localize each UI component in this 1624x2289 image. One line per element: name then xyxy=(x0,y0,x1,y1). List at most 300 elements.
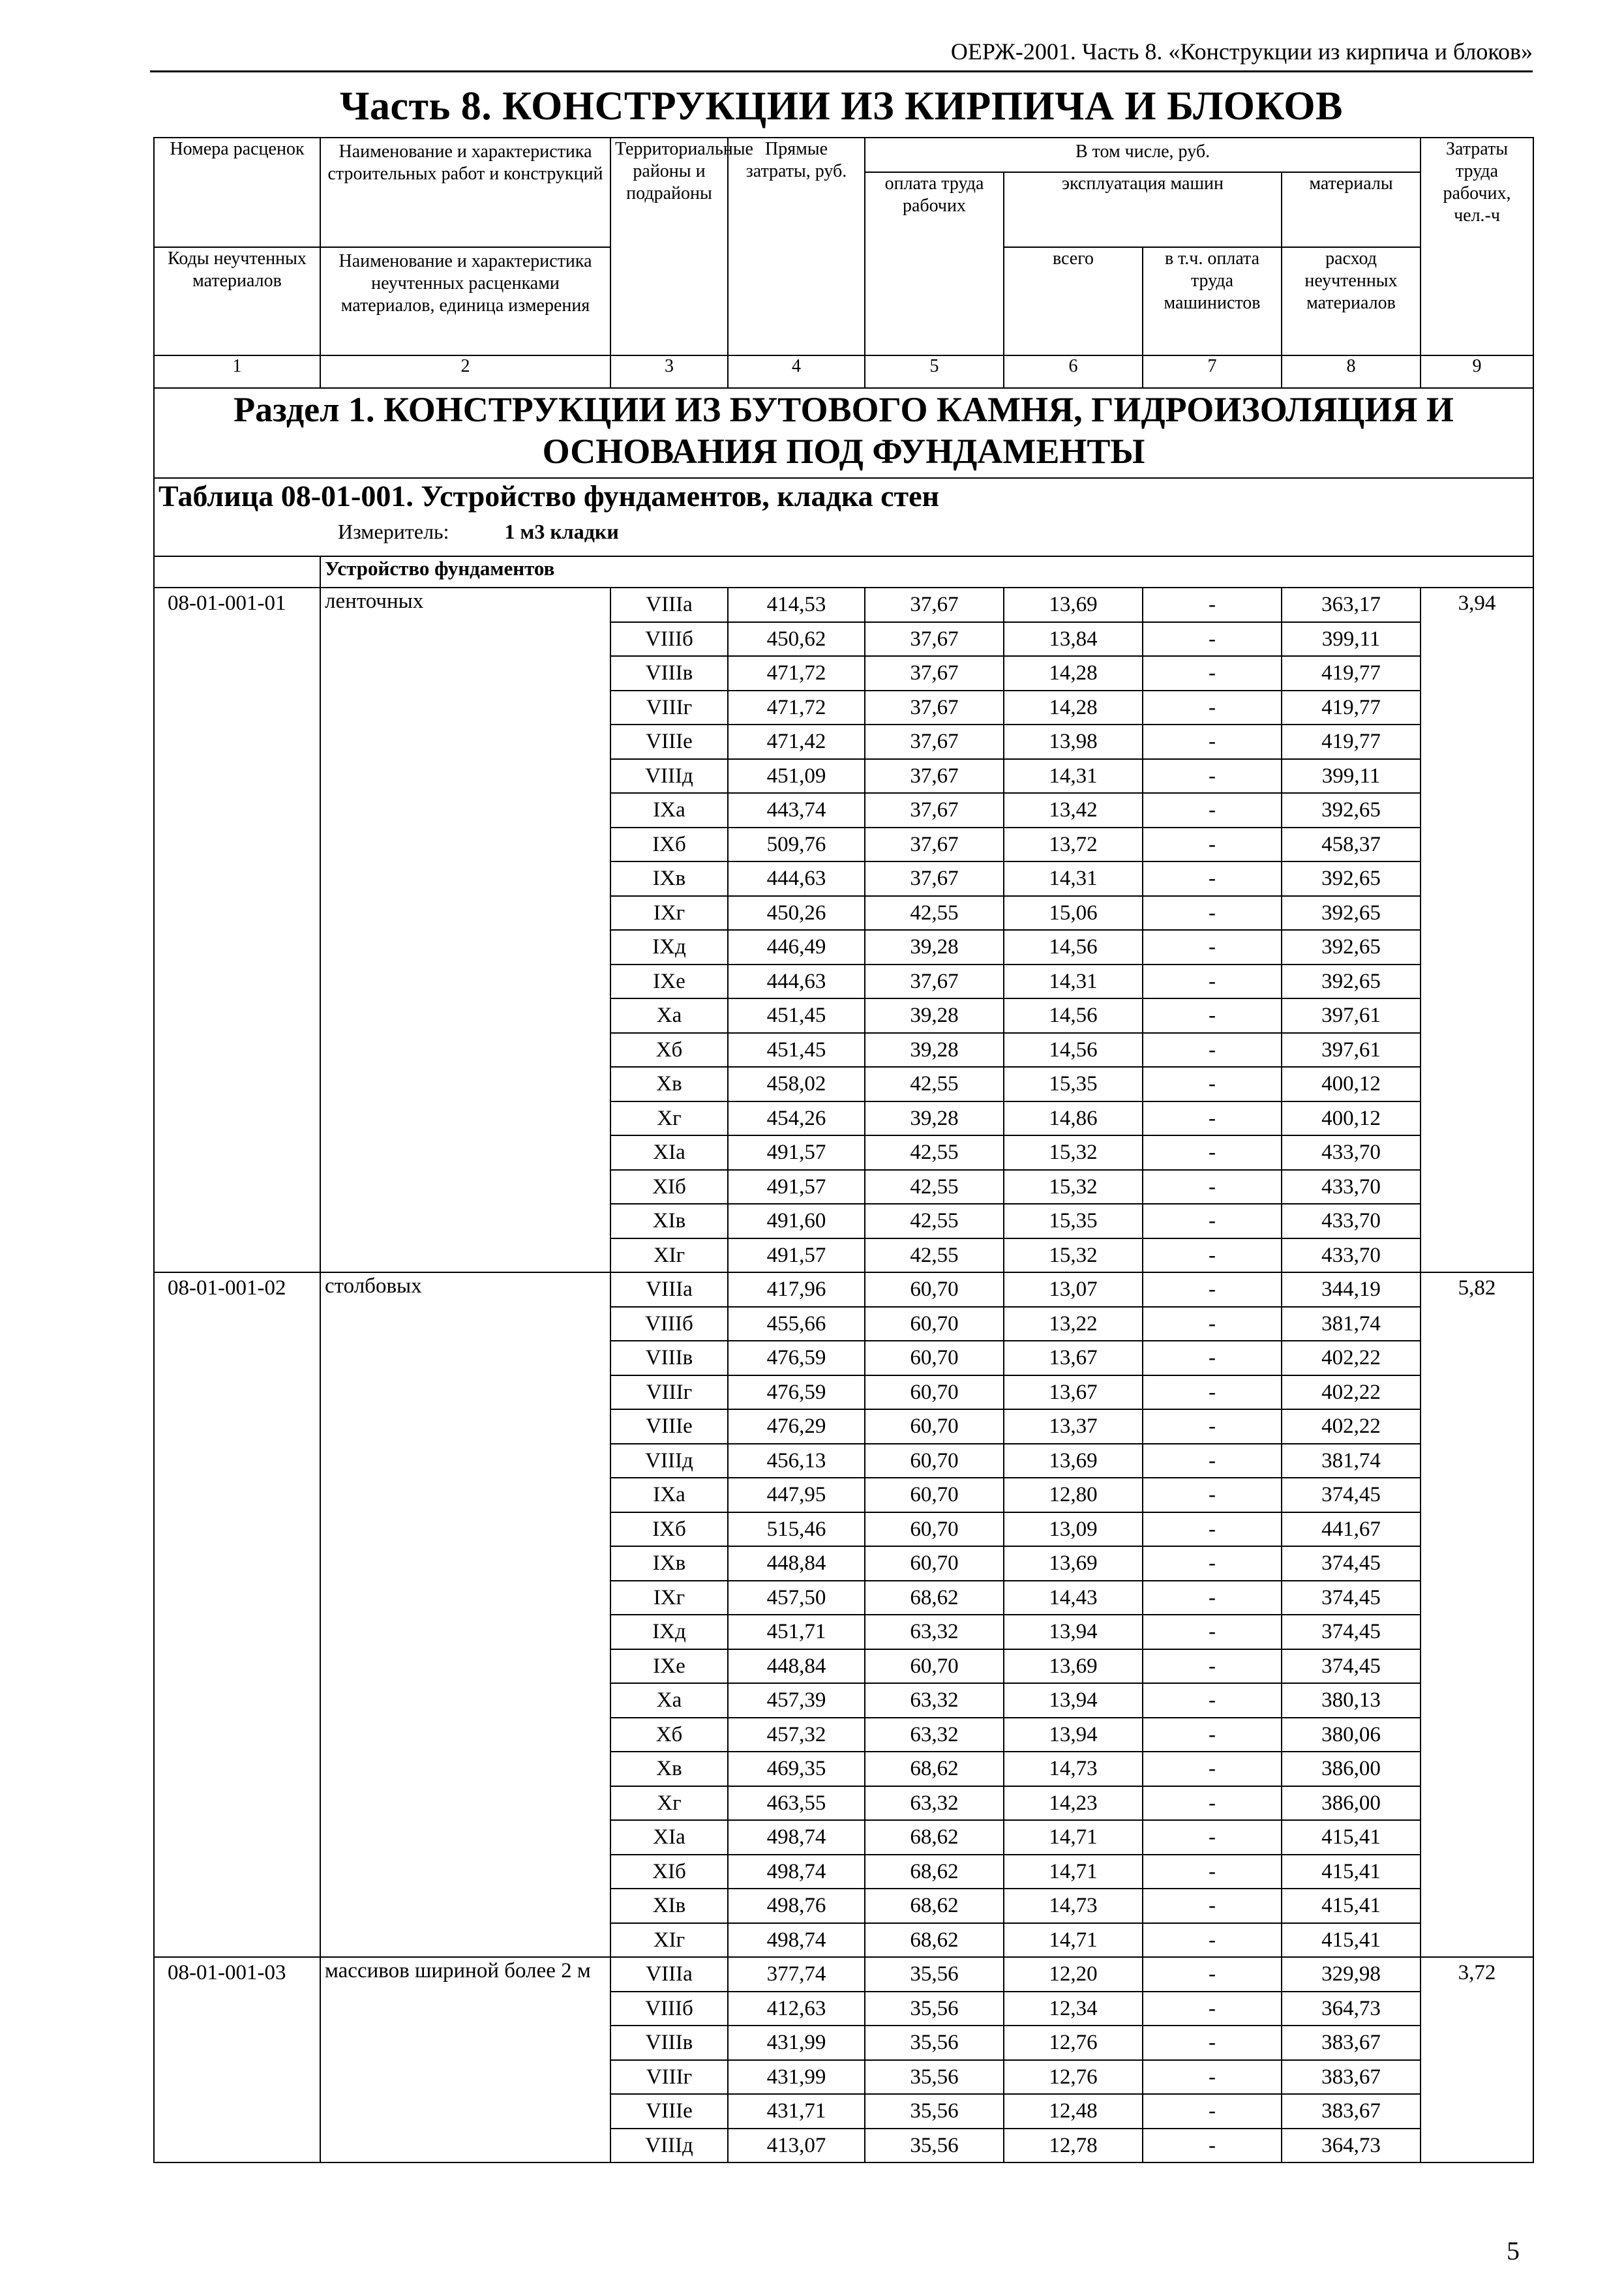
header-rate-numbers: Номера расценок xyxy=(154,138,320,247)
machinist-pay-cell: - xyxy=(1143,1718,1282,1752)
direct-costs-cell: 458,02 xyxy=(728,1067,865,1101)
machinist-pay-cell: - xyxy=(1143,1238,1282,1273)
materials-cell: 383,67 xyxy=(1282,2026,1421,2060)
worker-pay-cell: 60,70 xyxy=(865,1375,1004,1410)
worker-pay-cell: 35,56 xyxy=(865,2026,1004,2060)
direct-costs-cell: 448,84 xyxy=(728,1546,865,1581)
territory-cell: XIб xyxy=(610,1170,728,1204)
page-number: 5 xyxy=(1507,2236,1520,2266)
direct-costs-cell: 509,76 xyxy=(728,828,865,862)
materials-cell: 386,00 xyxy=(1282,1786,1421,1821)
territory-cell: VIIIа xyxy=(610,588,728,622)
column-numbers-row xyxy=(154,355,1533,388)
machinist-pay-cell: - xyxy=(1143,2129,1282,2163)
rate-code: 08-01-001-03 xyxy=(154,1957,320,2162)
machinist-pay-cell: - xyxy=(1143,1992,1282,2026)
territory-cell: VIIIб xyxy=(610,1992,728,2026)
column-number: 8 xyxy=(1282,355,1421,388)
machines-total-cell: 15,35 xyxy=(1004,1204,1143,1238)
labor-costs: 3,72 xyxy=(1421,1957,1533,2162)
rate-code: 08-01-001-02 xyxy=(154,1272,320,1957)
territory-cell: VIIIа xyxy=(610,1272,728,1307)
materials-cell: 415,41 xyxy=(1282,1820,1421,1855)
machines-total-cell: 12,76 xyxy=(1004,2060,1143,2095)
machines-total-cell: 14,43 xyxy=(1004,1581,1143,1615)
header-territory: Территориальные районы и подрайоны xyxy=(610,138,728,355)
machines-total-cell: 13,94 xyxy=(1004,1615,1143,1649)
machines-total-cell: 13,42 xyxy=(1004,793,1143,828)
direct-costs-cell: 444,63 xyxy=(728,965,865,999)
territory-cell: VIIIе xyxy=(610,1409,728,1444)
machines-total-cell: 15,32 xyxy=(1004,1238,1143,1273)
materials-cell: 402,22 xyxy=(1282,1409,1421,1444)
subheading: Устройство фундаментов xyxy=(320,556,1533,588)
materials-cell: 386,00 xyxy=(1282,1752,1421,1786)
direct-costs-cell: 451,45 xyxy=(728,1033,865,1068)
materials-cell: 392,65 xyxy=(1282,965,1421,999)
machines-total-cell: 12,48 xyxy=(1004,2094,1143,2129)
materials-cell: 433,70 xyxy=(1282,1135,1421,1170)
header-including: В том числе, руб. xyxy=(865,138,1421,172)
territory-cell: IXг xyxy=(610,896,728,931)
worker-pay-cell: 37,67 xyxy=(865,725,1004,759)
territory-cell: VIIIд xyxy=(610,759,728,794)
header-machinist-pay: в т.ч. оплата труда машинистов xyxy=(1143,247,1282,355)
machines-total-cell: 12,76 xyxy=(1004,2026,1143,2060)
territory-cell: VIIIд xyxy=(610,2129,728,2163)
territory-cell: VIIIг xyxy=(610,691,728,725)
materials-cell: 383,67 xyxy=(1282,2094,1421,2129)
worker-pay-cell: 35,56 xyxy=(865,2094,1004,2129)
machines-total-cell: 15,32 xyxy=(1004,1170,1143,1204)
header-labor-costs: Затраты труда рабочих, чел.-ч xyxy=(1421,138,1533,355)
machinist-pay-cell: - xyxy=(1143,2060,1282,2095)
machines-total-cell: 14,56 xyxy=(1004,998,1143,1033)
machines-total-cell: 13,94 xyxy=(1004,1718,1143,1752)
materials-cell: 419,77 xyxy=(1282,691,1421,725)
worker-pay-cell: 35,56 xyxy=(865,1992,1004,2026)
machinist-pay-cell: - xyxy=(1143,1581,1282,1615)
machinist-pay-cell: - xyxy=(1143,1272,1282,1307)
worker-pay-cell: 68,62 xyxy=(865,1889,1004,1923)
machines-total-cell: 14,28 xyxy=(1004,656,1143,691)
machinist-pay-cell: - xyxy=(1143,1512,1282,1547)
territory-cell: IXб xyxy=(610,828,728,862)
territory-cell: XIа xyxy=(610,1820,728,1855)
territory-cell: VIIIв xyxy=(610,2026,728,2060)
table-row xyxy=(154,1272,1533,1307)
machines-total-cell: 14,73 xyxy=(1004,1752,1143,1786)
header-materials: материалы xyxy=(1282,172,1421,247)
worker-pay-cell: 60,70 xyxy=(865,1307,1004,1341)
unit-value: 1 м3 кладки xyxy=(504,520,619,543)
direct-costs-cell: 469,35 xyxy=(728,1752,865,1786)
territory-cell: Xв xyxy=(610,1752,728,1786)
territory-cell: Xб xyxy=(610,1718,728,1752)
territory-cell: VIIIд xyxy=(610,1444,728,1478)
unit-label: Измеритель: xyxy=(338,520,449,543)
territory-cell: VIIIб xyxy=(610,622,728,657)
worker-pay-cell: 60,70 xyxy=(865,1512,1004,1547)
territory-cell: Xа xyxy=(610,1683,728,1718)
machines-total-cell: 13,69 xyxy=(1004,1649,1143,1684)
machinist-pay-cell: - xyxy=(1143,930,1282,965)
worker-pay-cell: 60,70 xyxy=(865,1546,1004,1581)
table-row xyxy=(154,1957,1533,1992)
machinist-pay-cell: - xyxy=(1143,1444,1282,1478)
machines-total-cell: 14,31 xyxy=(1004,759,1143,794)
territory-cell: XIг xyxy=(610,1923,728,1958)
materials-cell: 433,70 xyxy=(1282,1238,1421,1273)
territory-cell: Xг xyxy=(610,1101,728,1136)
machines-total-cell: 14,73 xyxy=(1004,1889,1143,1923)
column-number: 7 xyxy=(1143,355,1282,388)
materials-cell: 402,22 xyxy=(1282,1375,1421,1410)
worker-pay-cell: 37,67 xyxy=(865,965,1004,999)
territory-cell: IXд xyxy=(610,1615,728,1649)
territory-cell: Xг xyxy=(610,1786,728,1821)
territory-cell: IXб xyxy=(610,1512,728,1547)
machinist-pay-cell: - xyxy=(1143,1067,1282,1101)
unit-line xyxy=(158,520,1529,544)
machinist-pay-cell: - xyxy=(1143,1307,1282,1341)
territory-cell: XIг xyxy=(610,1238,728,1273)
worker-pay-cell: 60,70 xyxy=(865,1478,1004,1512)
table-title-cell xyxy=(154,478,1533,556)
machines-total-cell: 13,98 xyxy=(1004,725,1143,759)
machinist-pay-cell: - xyxy=(1143,896,1282,931)
worker-pay-cell: 37,67 xyxy=(865,691,1004,725)
worker-pay-cell: 68,62 xyxy=(865,1855,1004,1889)
territory-cell: IXв xyxy=(610,861,728,896)
worker-pay-cell: 37,67 xyxy=(865,622,1004,657)
materials-cell: 415,41 xyxy=(1282,1855,1421,1889)
materials-cell: 402,22 xyxy=(1282,1341,1421,1375)
machines-total-cell: 13,09 xyxy=(1004,1512,1143,1547)
worker-pay-cell: 39,28 xyxy=(865,1101,1004,1136)
worker-pay-cell: 68,62 xyxy=(865,1820,1004,1855)
direct-costs-cell: 491,57 xyxy=(728,1135,865,1170)
territory-cell: IXа xyxy=(610,1478,728,1512)
territory-cell: IXг xyxy=(610,1581,728,1615)
column-number: 4 xyxy=(728,355,865,388)
price-table xyxy=(153,137,1534,2163)
header-machine-operation: эксплуатация машин xyxy=(1004,172,1282,247)
machinist-pay-cell: - xyxy=(1143,1752,1282,1786)
direct-costs-cell: 447,95 xyxy=(728,1478,865,1512)
machinist-pay-cell: - xyxy=(1143,1135,1282,1170)
direct-costs-cell: 515,46 xyxy=(728,1512,865,1547)
labor-costs: 3,94 xyxy=(1421,588,1533,1272)
territory-cell: IXе xyxy=(610,1649,728,1684)
direct-costs-cell: 448,84 xyxy=(728,1649,865,1684)
materials-cell: 374,45 xyxy=(1282,1581,1421,1615)
territory-cell: Xв xyxy=(610,1067,728,1101)
materials-cell: 380,06 xyxy=(1282,1718,1421,1752)
materials-cell: 400,12 xyxy=(1282,1101,1421,1136)
direct-costs-cell: 471,72 xyxy=(728,656,865,691)
machinist-pay-cell: - xyxy=(1143,1683,1282,1718)
machinist-pay-cell: - xyxy=(1143,2026,1282,2060)
header-machines-total: всего xyxy=(1004,247,1143,355)
materials-cell: 374,45 xyxy=(1282,1478,1421,1512)
materials-cell: 441,67 xyxy=(1282,1512,1421,1547)
materials-cell: 392,65 xyxy=(1282,930,1421,965)
machinist-pay-cell: - xyxy=(1143,998,1282,1033)
machinist-pay-cell: - xyxy=(1143,1820,1282,1855)
direct-costs-cell: 450,26 xyxy=(728,896,865,931)
materials-cell: 433,70 xyxy=(1282,1170,1421,1204)
direct-costs-cell: 498,74 xyxy=(728,1855,865,1889)
direct-costs-cell: 413,07 xyxy=(728,2129,865,2163)
machinist-pay-cell: - xyxy=(1143,1375,1282,1410)
machines-total-cell: 13,84 xyxy=(1004,622,1143,657)
work-name: массивов шириной более 2 м xyxy=(320,1957,610,2162)
direct-costs-cell: 431,99 xyxy=(728,2060,865,2095)
direct-costs-cell: 476,29 xyxy=(728,1409,865,1444)
machinist-pay-cell: - xyxy=(1143,1478,1282,1512)
worker-pay-cell: 37,67 xyxy=(865,759,1004,794)
direct-costs-cell: 471,42 xyxy=(728,725,865,759)
worker-pay-cell: 37,67 xyxy=(865,656,1004,691)
worker-pay-cell: 42,55 xyxy=(865,1238,1004,1273)
subheading-spacer xyxy=(154,556,320,588)
direct-costs-cell: 491,57 xyxy=(728,1238,865,1273)
machinist-pay-cell: - xyxy=(1143,1546,1282,1581)
direct-costs-cell: 431,99 xyxy=(728,2026,865,2060)
machinist-pay-cell: - xyxy=(1143,2094,1282,2129)
machinist-pay-cell: - xyxy=(1143,1101,1282,1136)
machines-total-cell: 15,06 xyxy=(1004,896,1143,931)
machines-total-cell: 14,71 xyxy=(1004,1820,1143,1855)
column-number: 5 xyxy=(865,355,1004,388)
territory-cell: XIв xyxy=(610,1889,728,1923)
machinist-pay-cell: - xyxy=(1143,622,1282,657)
territory-cell: XIб xyxy=(610,1855,728,1889)
machines-total-cell: 12,78 xyxy=(1004,2129,1143,2163)
machines-total-cell: 14,31 xyxy=(1004,965,1143,999)
direct-costs-cell: 456,13 xyxy=(728,1444,865,1478)
table-title: Таблица 08-01-001. Устройство фундаментов, кладка стен xyxy=(158,479,940,513)
column-number: 9 xyxy=(1421,355,1533,388)
materials-cell: 399,11 xyxy=(1282,622,1421,657)
materials-cell: 374,45 xyxy=(1282,1649,1421,1684)
worker-pay-cell: 60,70 xyxy=(865,1444,1004,1478)
direct-costs-cell: 498,74 xyxy=(728,1923,865,1958)
direct-costs-cell: 451,09 xyxy=(728,759,865,794)
materials-cell: 415,41 xyxy=(1282,1889,1421,1923)
direct-costs-cell: 471,72 xyxy=(728,691,865,725)
materials-cell: 433,70 xyxy=(1282,1204,1421,1238)
machinist-pay-cell: - xyxy=(1143,656,1282,691)
territory-cell: VIIIв xyxy=(610,656,728,691)
machinist-pay-cell: - xyxy=(1143,588,1282,622)
machines-total-cell: 14,28 xyxy=(1004,691,1143,725)
materials-cell: 380,13 xyxy=(1282,1683,1421,1718)
column-number: 3 xyxy=(610,355,728,388)
machines-total-cell: 13,72 xyxy=(1004,828,1143,862)
machinist-pay-cell: - xyxy=(1143,1204,1282,1238)
materials-cell: 383,67 xyxy=(1282,2060,1421,2095)
materials-cell: 392,65 xyxy=(1282,793,1421,828)
machines-total-cell: 13,94 xyxy=(1004,1683,1143,1718)
machinist-pay-cell: - xyxy=(1143,793,1282,828)
worker-pay-cell: 63,32 xyxy=(865,1786,1004,1821)
direct-costs-cell: 451,45 xyxy=(728,998,865,1033)
worker-pay-cell: 63,32 xyxy=(865,1615,1004,1649)
direct-costs-cell: 457,32 xyxy=(728,1718,865,1752)
column-number: 6 xyxy=(1004,355,1143,388)
labor-costs: 5,82 xyxy=(1421,1272,1533,1957)
worker-pay-cell: 63,32 xyxy=(865,1683,1004,1718)
machinist-pay-cell: - xyxy=(1143,759,1282,794)
machines-total-cell: 14,86 xyxy=(1004,1101,1143,1136)
territory-cell: Xа xyxy=(610,998,728,1033)
machines-total-cell: 15,35 xyxy=(1004,1067,1143,1101)
direct-costs-cell: 455,66 xyxy=(728,1307,865,1341)
territory-cell: VIIIе xyxy=(610,725,728,759)
worker-pay-cell: 42,55 xyxy=(865,1135,1004,1170)
machinist-pay-cell: - xyxy=(1143,691,1282,725)
machines-total-cell: 14,71 xyxy=(1004,1923,1143,1958)
direct-costs-cell: 476,59 xyxy=(728,1341,865,1375)
worker-pay-cell: 63,32 xyxy=(865,1718,1004,1752)
machinist-pay-cell: - xyxy=(1143,1923,1282,1958)
direct-costs-cell: 451,71 xyxy=(728,1615,865,1649)
territory-cell: IXв xyxy=(610,1546,728,1581)
direct-costs-cell: 457,50 xyxy=(728,1581,865,1615)
machines-total-cell: 12,34 xyxy=(1004,1992,1143,2026)
worker-pay-cell: 60,70 xyxy=(865,1341,1004,1375)
machines-total-cell: 13,22 xyxy=(1004,1307,1143,1341)
direct-costs-cell: 463,55 xyxy=(728,1786,865,1821)
direct-costs-cell: 498,74 xyxy=(728,1820,865,1855)
machinist-pay-cell: - xyxy=(1143,861,1282,896)
materials-cell: 419,77 xyxy=(1282,656,1421,691)
part-title: Часть 8. КОНСТРУКЦИИ ИЗ КИРПИЧА И БЛОКОВ xyxy=(339,84,1344,128)
machinist-pay-cell: - xyxy=(1143,725,1282,759)
materials-cell: 381,74 xyxy=(1282,1307,1421,1341)
territory-cell: XIв xyxy=(610,1204,728,1238)
worker-pay-cell: 39,28 xyxy=(865,930,1004,965)
materials-cell: 363,17 xyxy=(1282,588,1421,622)
worker-pay-cell: 35,56 xyxy=(865,1957,1004,1992)
work-name: столбовых xyxy=(320,1272,610,1957)
materials-cell: 397,61 xyxy=(1282,1033,1421,1068)
machinist-pay-cell: - xyxy=(1143,1409,1282,1444)
worker-pay-cell: 35,56 xyxy=(865,2060,1004,2095)
direct-costs-cell: 417,96 xyxy=(728,1272,865,1307)
header-worker-pay: оплата труда рабочих xyxy=(865,172,1004,355)
materials-cell: 397,61 xyxy=(1282,998,1421,1033)
worker-pay-cell: 60,70 xyxy=(865,1272,1004,1307)
direct-costs-cell: 491,57 xyxy=(728,1170,865,1204)
work-name: ленточных xyxy=(320,588,610,1272)
worker-pay-cell: 60,70 xyxy=(865,1649,1004,1684)
machinist-pay-cell: - xyxy=(1143,1957,1282,1992)
direct-costs-cell: 412,63 xyxy=(728,1992,865,2026)
direct-costs-cell: 444,63 xyxy=(728,861,865,896)
machines-total-cell: 13,69 xyxy=(1004,1546,1143,1581)
territory-cell: Xб xyxy=(610,1033,728,1068)
direct-costs-cell: 491,60 xyxy=(728,1204,865,1238)
materials-cell: 364,73 xyxy=(1282,2129,1421,2163)
territory-cell: IXа xyxy=(610,793,728,828)
worker-pay-cell: 37,67 xyxy=(865,828,1004,862)
header-material-consumption: расход неучтенных материалов xyxy=(1282,247,1421,355)
materials-cell: 392,65 xyxy=(1282,896,1421,931)
territory-cell: IXд xyxy=(610,930,728,965)
direct-costs-cell: 377,74 xyxy=(728,1957,865,1992)
direct-costs-cell: 450,62 xyxy=(728,622,865,657)
rate-code: 08-01-001-01 xyxy=(154,588,320,1272)
territory-cell: VIIIе xyxy=(610,2094,728,2129)
table-row xyxy=(154,588,1533,622)
worker-pay-cell: 37,67 xyxy=(865,588,1004,622)
worker-pay-cell: 68,62 xyxy=(865,1581,1004,1615)
machines-total-cell: 13,69 xyxy=(1004,1444,1143,1478)
worker-pay-cell: 68,62 xyxy=(865,1923,1004,1958)
header-work-name: Наименование и характеристика строительных работ и конструкций xyxy=(320,138,610,247)
worker-pay-cell: 68,62 xyxy=(865,1752,1004,1786)
machinist-pay-cell: - xyxy=(1143,1615,1282,1649)
header-direct-costs: Прямые затраты, руб. xyxy=(728,138,865,355)
machines-total-cell: 14,31 xyxy=(1004,861,1143,896)
machines-total-cell: 12,20 xyxy=(1004,1957,1143,1992)
machinist-pay-cell: - xyxy=(1143,1341,1282,1375)
direct-costs-cell: 457,39 xyxy=(728,1683,865,1718)
materials-cell: 364,73 xyxy=(1282,1992,1421,2026)
machinist-pay-cell: - xyxy=(1143,1649,1282,1684)
direct-costs-cell: 414,53 xyxy=(728,588,865,622)
machinist-pay-cell: - xyxy=(1143,1889,1282,1923)
direct-costs-cell: 446,49 xyxy=(728,930,865,965)
machines-total-cell: 12,80 xyxy=(1004,1478,1143,1512)
materials-cell: 381,74 xyxy=(1282,1444,1421,1478)
machinist-pay-cell: - xyxy=(1143,1786,1282,1821)
worker-pay-cell: 60,70 xyxy=(865,1409,1004,1444)
running-header: ОЕРЖ-2001. Часть 8. «Конструкции из кирпича и блоков» xyxy=(150,38,1533,72)
header-material-names: Наименование и характеристика неучтенных расценками материалов, единица измерения xyxy=(320,247,610,355)
section-title: Раздел 1. КОНСТРУКЦИИ ИЗ БУТОВОГО КАМНЯ, ГИДРОИЗОЛЯЦИЯ И ОСНОВАНИЯ ПОД ФУНДАМЕНТЫ xyxy=(154,388,1533,478)
materials-cell: 392,65 xyxy=(1282,861,1421,896)
territory-cell: XIа xyxy=(610,1135,728,1170)
worker-pay-cell: 39,28 xyxy=(865,998,1004,1033)
worker-pay-cell: 42,55 xyxy=(865,896,1004,931)
materials-cell: 415,41 xyxy=(1282,1923,1421,1958)
machines-total-cell: 14,23 xyxy=(1004,1786,1143,1821)
materials-cell: 399,11 xyxy=(1282,759,1421,794)
worker-pay-cell: 35,56 xyxy=(865,2129,1004,2163)
materials-cell: 374,45 xyxy=(1282,1546,1421,1581)
materials-cell: 419,77 xyxy=(1282,725,1421,759)
materials-cell: 400,12 xyxy=(1282,1067,1421,1101)
territory-cell: VIIIв xyxy=(610,1341,728,1375)
territory-cell: VIIIг xyxy=(610,1375,728,1410)
direct-costs-cell: 476,59 xyxy=(728,1375,865,1410)
territory-cell: IXе xyxy=(610,965,728,999)
machinist-pay-cell: - xyxy=(1143,1170,1282,1204)
machinist-pay-cell: - xyxy=(1143,1855,1282,1889)
worker-pay-cell: 37,67 xyxy=(865,861,1004,896)
direct-costs-cell: 498,76 xyxy=(728,1889,865,1923)
machines-total-cell: 15,32 xyxy=(1004,1135,1143,1170)
machinist-pay-cell: - xyxy=(1143,965,1282,999)
machines-total-cell: 13,07 xyxy=(1004,1272,1143,1307)
worker-pay-cell: 42,55 xyxy=(865,1067,1004,1101)
column-number: 2 xyxy=(320,355,610,388)
machines-total-cell: 13,67 xyxy=(1004,1375,1143,1410)
